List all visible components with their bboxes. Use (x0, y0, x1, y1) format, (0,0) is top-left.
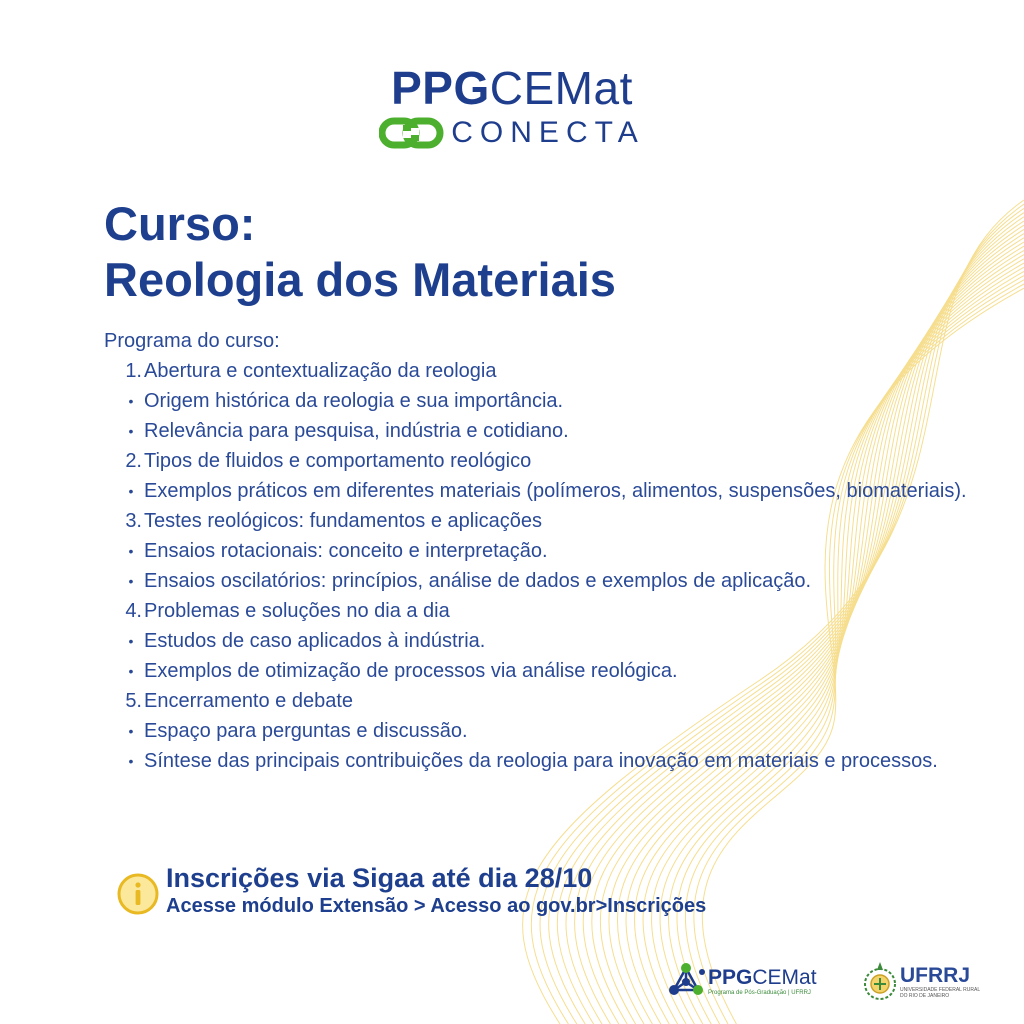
item-text: Encerramento e debate (144, 690, 354, 712)
heading-line-1: Curso: (104, 197, 256, 250)
item-text: Espaço para perguntas e discussão. (144, 720, 468, 742)
program-topic (104, 446, 984, 476)
program-subtopic (104, 716, 984, 746)
heading-line-2: Reologia dos Materiais (104, 253, 616, 306)
info-icon (116, 872, 160, 916)
brand-regular: CEMat (489, 62, 633, 114)
program-list (104, 356, 984, 776)
item-text: Síntese das principais contribuições da reologia para inovação em materiais e processos. (144, 750, 938, 772)
topic-number: 1. (125, 360, 142, 382)
topic-number: 5. (125, 690, 142, 712)
program-subtopic (104, 416, 984, 446)
topic-number: 3. (125, 510, 142, 532)
registration-deadline: Inscrições via Sigaa até dia 28/10 (166, 863, 593, 893)
item-text: Ensaios rotacionais: conceito e interpretação. (144, 540, 548, 562)
program-subtopic (104, 536, 984, 566)
program-subtopic (104, 746, 984, 776)
ufrrj-name: UFRRJ (900, 964, 971, 987)
program-topic (104, 356, 984, 386)
subbrand-text: CONECTA (451, 116, 645, 149)
registration-info (116, 862, 706, 918)
footer-brand-regular: CEMat (752, 966, 817, 989)
ppgcemat-footer-logo (664, 960, 817, 1004)
ufrrj-logo (860, 960, 980, 1004)
program-subtopic (104, 656, 984, 686)
chain-link-icon (379, 116, 445, 150)
program-section (104, 326, 984, 776)
molecule-icon (664, 960, 708, 1004)
program-topic (104, 506, 984, 536)
bullet-marker: • (128, 753, 134, 769)
bullet-marker: • (128, 633, 134, 649)
item-text: Estudos de caso aplicados à indústria. (144, 630, 486, 652)
program-label: Programa do curso: (104, 330, 280, 352)
ppgcemat-conecta-logo (0, 62, 1024, 150)
course-heading (104, 196, 616, 308)
program-subtopic (104, 626, 984, 656)
program-subtopic (104, 386, 984, 416)
item-text: Ensaios oscilatórios: princípios, análise de dados e exemplos de aplicação. (144, 570, 812, 592)
topic-number: 4. (125, 600, 142, 622)
item-text: Relevância para pesquisa, indústria e cotidiano. (144, 420, 569, 442)
item-text: Exemplos de otimização de processos via análise reológica. (144, 660, 678, 682)
bullet-marker: • (128, 573, 134, 589)
bullet-marker: • (128, 483, 134, 499)
brand-title (0, 62, 1024, 114)
footer-brand-sub: Programa de Pós-Graduação | UFRRJ (708, 990, 811, 996)
brand-bold: PPG (391, 62, 490, 114)
registration-path: Acesse módulo Extensão > Acesso ao gov.br>Inscrições (166, 895, 707, 917)
topic-number: 2. (125, 450, 142, 472)
footer-brand-bold: PPG (708, 966, 753, 989)
item-text: Tipos de fluidos e comportamento reológico (144, 450, 532, 472)
bullet-marker: • (128, 663, 134, 679)
footer-brand (708, 967, 817, 989)
item-text: Exemplos práticos em diferentes materiais (polímeros, alimentos, suspensões, biomateriais). (144, 480, 967, 502)
bullet-marker: • (128, 393, 134, 409)
bullet-marker: • (128, 723, 134, 739)
program-topic (104, 686, 984, 716)
item-text: Problemas e soluções no dia a dia (144, 600, 450, 622)
program-subtopic (104, 476, 984, 506)
program-topic (104, 596, 984, 626)
bullet-marker: • (128, 423, 134, 439)
item-text: Origem histórica da reologia e sua importância. (144, 390, 564, 412)
ufrrj-subtitle: UNIVERSIDADE FEDERAL RURAL DO RIO DE JANEIRO (900, 987, 980, 999)
item-text: Abertura e contextualização da reologia (144, 360, 497, 382)
footer-logos (664, 958, 994, 1008)
bullet-marker: • (128, 543, 134, 559)
ufrrj-seal-icon (860, 960, 900, 1004)
item-text: Testes reológicos: fundamentos e aplicações (144, 510, 543, 532)
program-subtopic (104, 566, 984, 596)
